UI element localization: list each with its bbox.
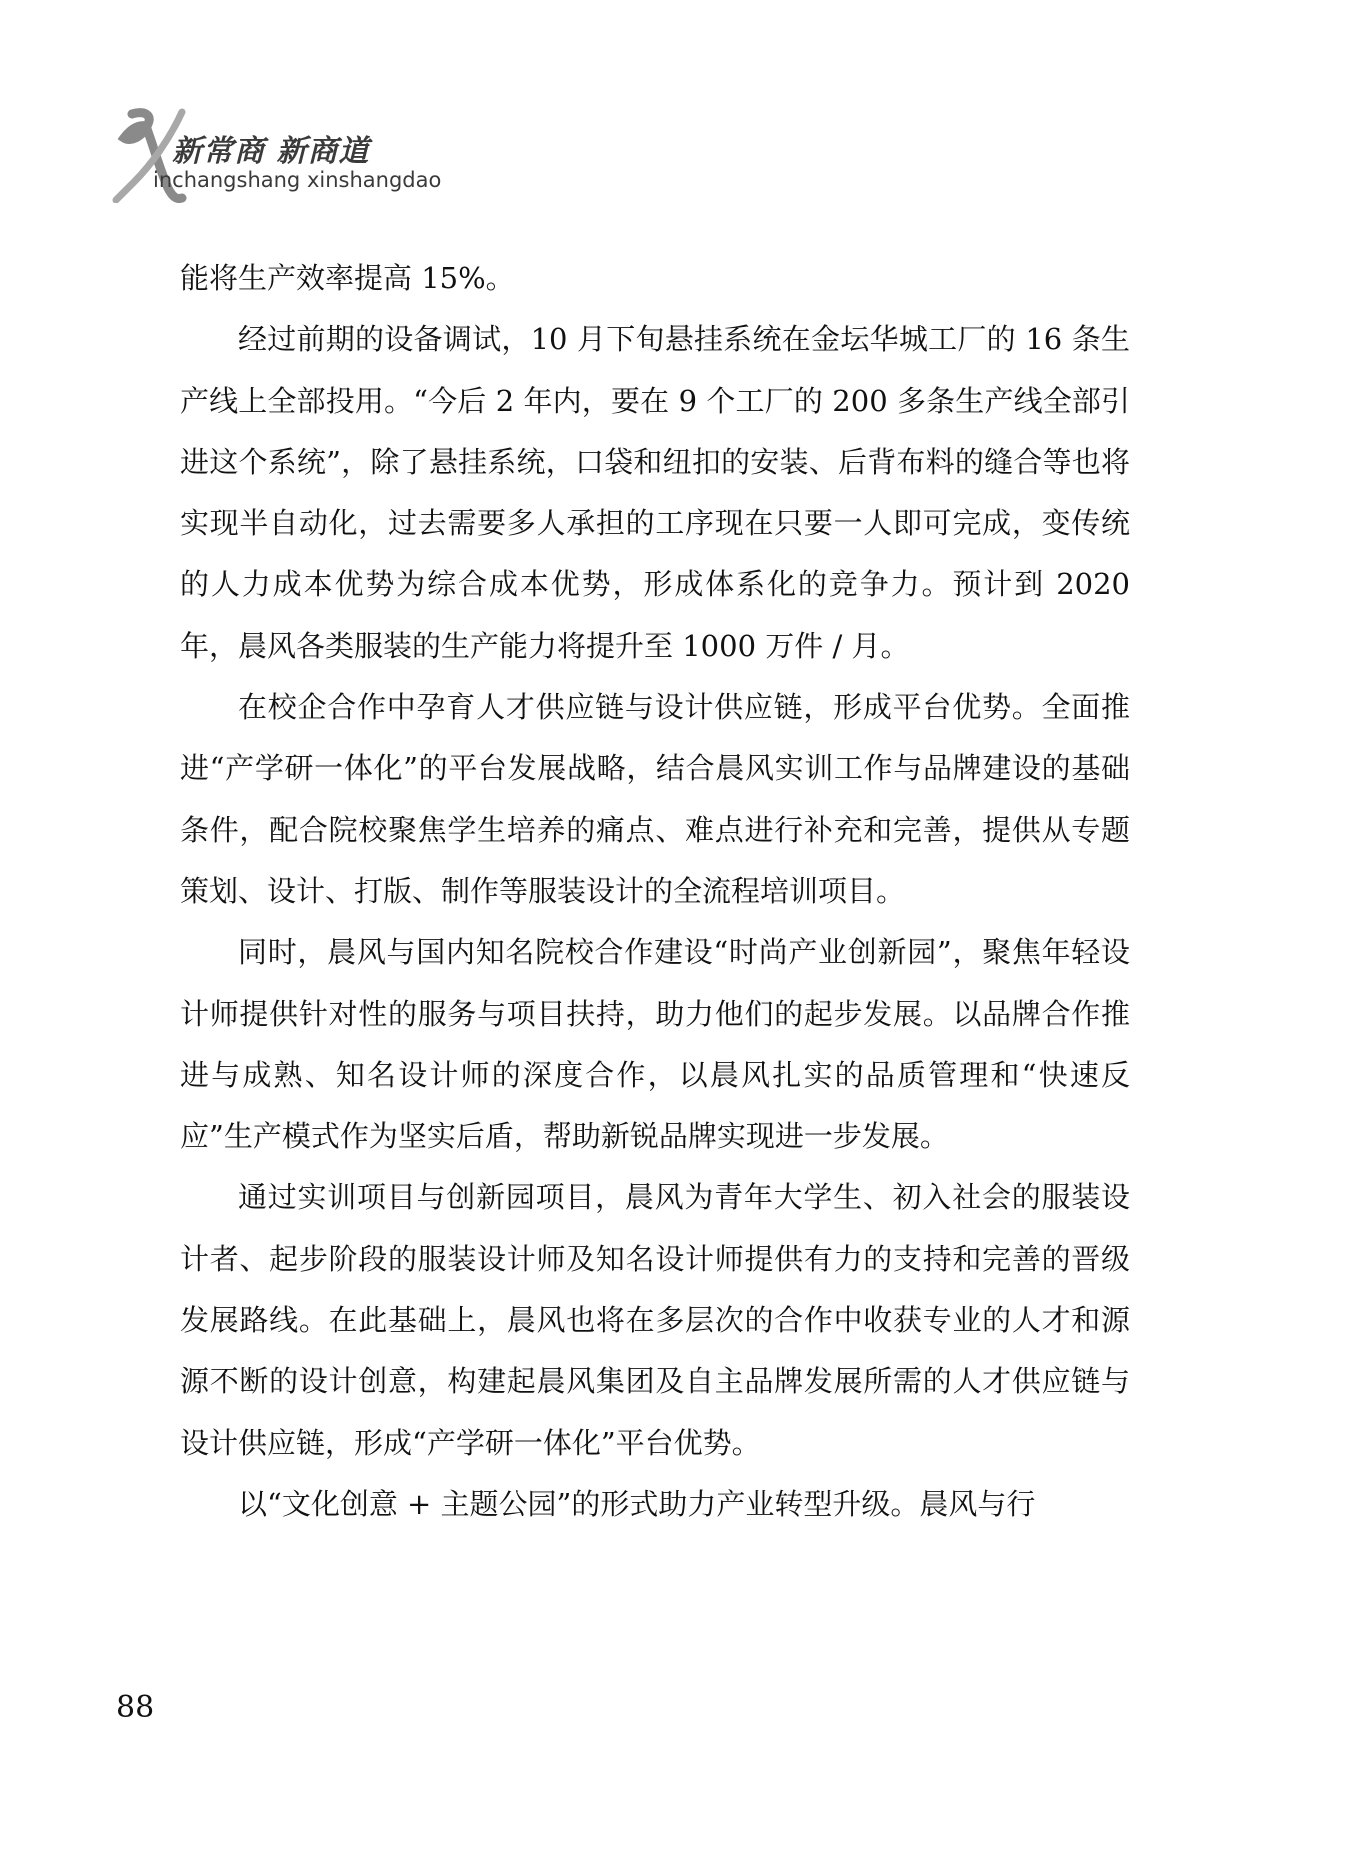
paragraph-continued: 能将生产效率提高 15%。 <box>180 261 515 295</box>
paragraph: 以“文化创意 + 主题公园”的形式助力产业转型升级。晨风与行 <box>238 1486 1036 1521</box>
running-header <box>112 108 442 208</box>
page-number: 88 <box>116 1690 155 1725</box>
header-title: 新常商 新商道 <box>172 134 370 169</box>
paragraph: 同时，晨风与国内知名院校合作建设“时尚产业创新园”，聚焦年轻设计师提供针对性的服务与项目扶持，助力他们的起步发展。以品牌合作推进与成熟、知名设计师的深度合作，以晨风扎实的品质管理和“快速反应”生产模式作为坚实后盾，帮助新锐品牌实现进一步发展。 <box>180 935 1130 1154</box>
header-subtitle: inchangshang xinshangdao <box>153 168 442 192</box>
paragraph: 经过前期的设备调试，10 月下旬悬挂系统在金坛华城工厂的 16 条生产线上全部投用。“今后 2 年内，要在 9 个工厂的 200 多条生产线全部引进这个系统”，除了悬挂系统，口袋和纽扣的安装、后背布料的缝合等也将实现半自动化，过去需要多人承担的工序现在只要一人即可完成，变传统的人力成本优势为综合成本优势，形成体系化的竞争力。预计到 2020 年，晨风各类服装的生产能力将提升至 1000 万件 / 月。 <box>180 322 1130 663</box>
body-text <box>180 248 1130 1535</box>
paragraph: 通过实训项目与创新园项目，晨风为青年大学生、初入社会的服装设计者、起步阶段的服装设计师及知名设计师提供有力的支持和完善的晋级发展路线。在此基础上，晨风也将在多层次的合作中收获专业的人才和源源不断的设计创意，构建起晨风集团及自主品牌发展所需的人才供应链与设计供应链，形成“产学研一体化”平台优势。 <box>180 1180 1130 1460</box>
paragraph: 在校企合作中孕育人才供应链与设计供应链，形成平台优势。全面推进“产学研一体化”的平台发展战略，结合晨风实训工作与品牌建设的基础条件，配合院校聚焦学生培养的痛点、难点进行补充和完善，提供从专题策划、设计、打版、制作等服装设计的全流程培训项目。 <box>180 690 1130 908</box>
